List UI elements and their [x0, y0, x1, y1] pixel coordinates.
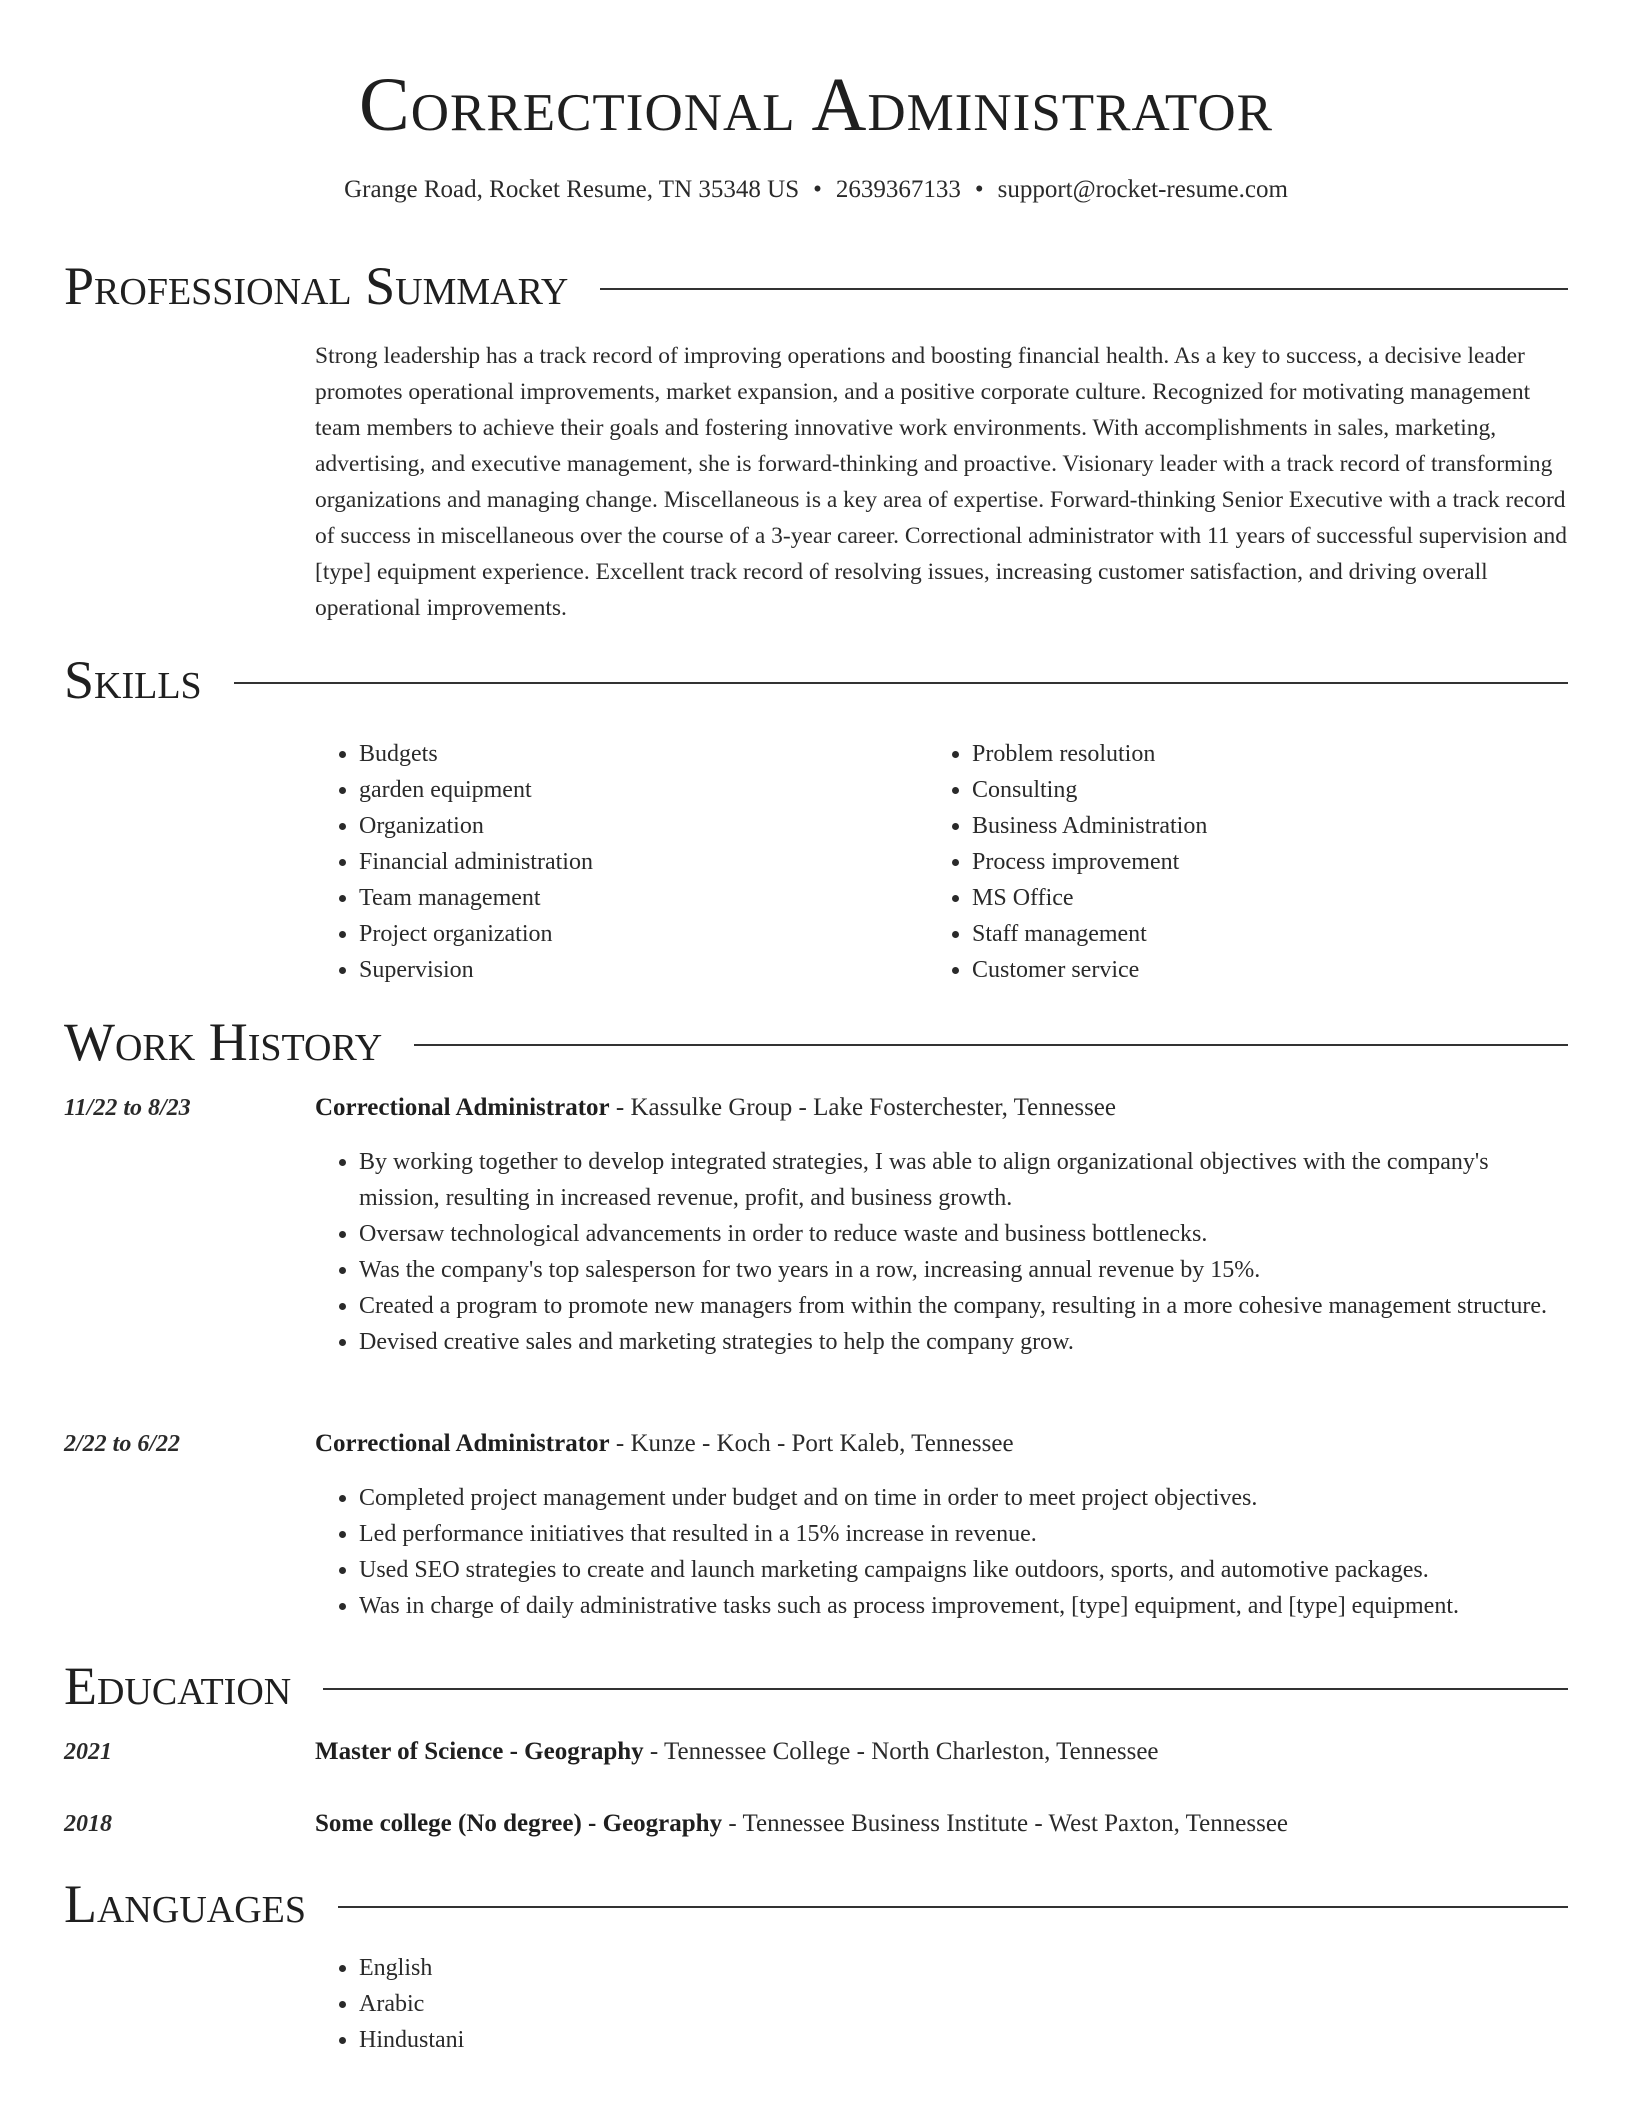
job-title: Correctional Administrator	[315, 1430, 610, 1457]
job-bullet: • Completed project management under budget and on time in order to meet project objectives.	[359, 1480, 1568, 1516]
section-title-languages: Languages	[64, 1874, 306, 1934]
education-line	[315, 1734, 1568, 1770]
job-employer: - Kunze - Koch - Port Kaleb, Tennessee	[609, 1430, 1014, 1457]
summary-text: Strong leadership has a track record of improving operations and boosting financial health. As a key to success, a decisive leader promotes operational improvements, market expansion, and a positive corporate culture. Recognized for motivating management team members to achieve their goals and fostering innovative work environments. With accomplishments in sales, marketing, advertising, and executive management, she is forward-thinking and proactive. Visionary leader with a track record of transforming organizations and managing change. Miscellaneous is a key area of expertise. Forward-thinking Senior Executive with a track record of success in miscellaneous over the course of a 3-year career. Correctional administrator with 11 years of successful supervision and [type] equipment experience. Excellent track record of resolving issues, increasing customer satisfaction, and driving overall operational improvements.	[315, 343, 1568, 621]
language-item: • English	[359, 1950, 1568, 1986]
skill-item: • MS Office	[972, 880, 1528, 916]
section-title-skills: Skills	[64, 650, 202, 710]
education-school: - Tennessee Business Institute - West Paxton, Tennessee	[722, 1810, 1289, 1837]
job-dates: 11/22 to 8/23	[64, 1095, 191, 1121]
section-divider	[338, 1906, 1568, 1908]
skills-column-left	[315, 736, 915, 988]
education-school: - Tennessee College - North Charleston, Tennessee	[643, 1738, 1159, 1765]
contact-separator: •	[974, 176, 984, 203]
section-divider	[323, 1688, 1568, 1690]
job-title: Correctional Administrator	[315, 1094, 610, 1121]
work-section-header	[64, 1010, 1568, 1074]
skills-column-right	[928, 736, 1528, 988]
contact-address: Grange Road, Rocket Resume, TN 35348 US	[344, 176, 800, 203]
education-degree: Master of Science - Geography	[315, 1738, 644, 1765]
job-bullet: • Was in charge of daily administrative tasks such as process improvement, [type] equipment, and [type] equipment.	[359, 1588, 1568, 1624]
section-divider	[234, 682, 1568, 684]
section-title-summary: Professional Summary	[64, 256, 569, 316]
summary-section-header	[64, 254, 1568, 318]
skill-item: • Consulting	[972, 772, 1528, 808]
section-divider	[600, 288, 1568, 290]
section-divider	[414, 1044, 1568, 1046]
education-degree: Some college (No degree) - Geography	[315, 1810, 723, 1837]
contact-line	[64, 172, 1568, 208]
skill-item: • Problem resolution	[972, 736, 1528, 772]
skill-item: • Customer service	[972, 952, 1528, 988]
contact-phone: 2639367133	[835, 176, 961, 203]
language-item: • Arabic	[359, 1986, 1568, 2022]
skill-item: • garden equipment	[359, 772, 915, 808]
section-title-work: Work History	[64, 1012, 383, 1072]
skill-item: • Business Administration	[972, 808, 1528, 844]
job-employer: - Kassulke Group - Lake Fosterchester, Tennessee	[609, 1094, 1116, 1121]
language-item: • Hindustani	[359, 2022, 1568, 2058]
job-dates: 2/22 to 6/22	[64, 1431, 181, 1457]
skill-item: • Staff management	[972, 916, 1528, 952]
education-section-header	[64, 1654, 1568, 1718]
job-title-line	[315, 1090, 1568, 1126]
contact-email: support@rocket-resume.com	[997, 176, 1288, 203]
job-title-line	[315, 1426, 1568, 1462]
job-bullet: • Was the company's top salesperson for two years in a row, increasing annual revenue by 15%.	[359, 1252, 1568, 1288]
education-year: 2018	[64, 1811, 112, 1837]
contact-separator: •	[813, 176, 822, 203]
skill-item: • Budgets	[359, 736, 915, 772]
job-bullet: • By working together to develop integrated strategies, I was able to align organizational objectives with the company's mission, resulting in increased revenue, profit, and business growth.	[359, 1144, 1568, 1216]
job-bullet: • Used SEO strategies to create and launch marketing campaigns like outdoors, sports, and automotive packages.	[359, 1552, 1568, 1588]
skill-item: • Organization	[359, 808, 915, 844]
skill-item: • Financial administration	[359, 844, 915, 880]
section-title-education: Education	[64, 1656, 292, 1716]
skills-section-header	[64, 648, 1568, 712]
languages-list	[315, 1950, 1568, 2058]
education-line	[315, 1806, 1568, 1842]
skill-item: • Project organization	[359, 916, 915, 952]
education-year: 2021	[64, 1739, 112, 1765]
job-bullets	[315, 1144, 1568, 1360]
job-bullet: • Devised creative sales and marketing strategies to help the company grow.	[359, 1324, 1568, 1360]
job-bullet: • Led performance initiatives that resulted in a 15% increase in revenue.	[359, 1516, 1568, 1552]
skill-item: • Process improvement	[972, 844, 1528, 880]
skill-item: • Team management	[359, 880, 915, 916]
job-bullets	[315, 1480, 1568, 1624]
candidate-name: Correctional Administrator	[359, 63, 1273, 147]
languages-section-header	[64, 1872, 1568, 1936]
job-bullet: • Oversaw technological advancements in order to reduce waste and business bottlenecks.	[359, 1216, 1568, 1252]
job-bullet: • Created a program to promote new managers from within the company, resulting in a more cohesive management structure.	[359, 1288, 1568, 1324]
skill-item: • Supervision	[359, 952, 915, 988]
